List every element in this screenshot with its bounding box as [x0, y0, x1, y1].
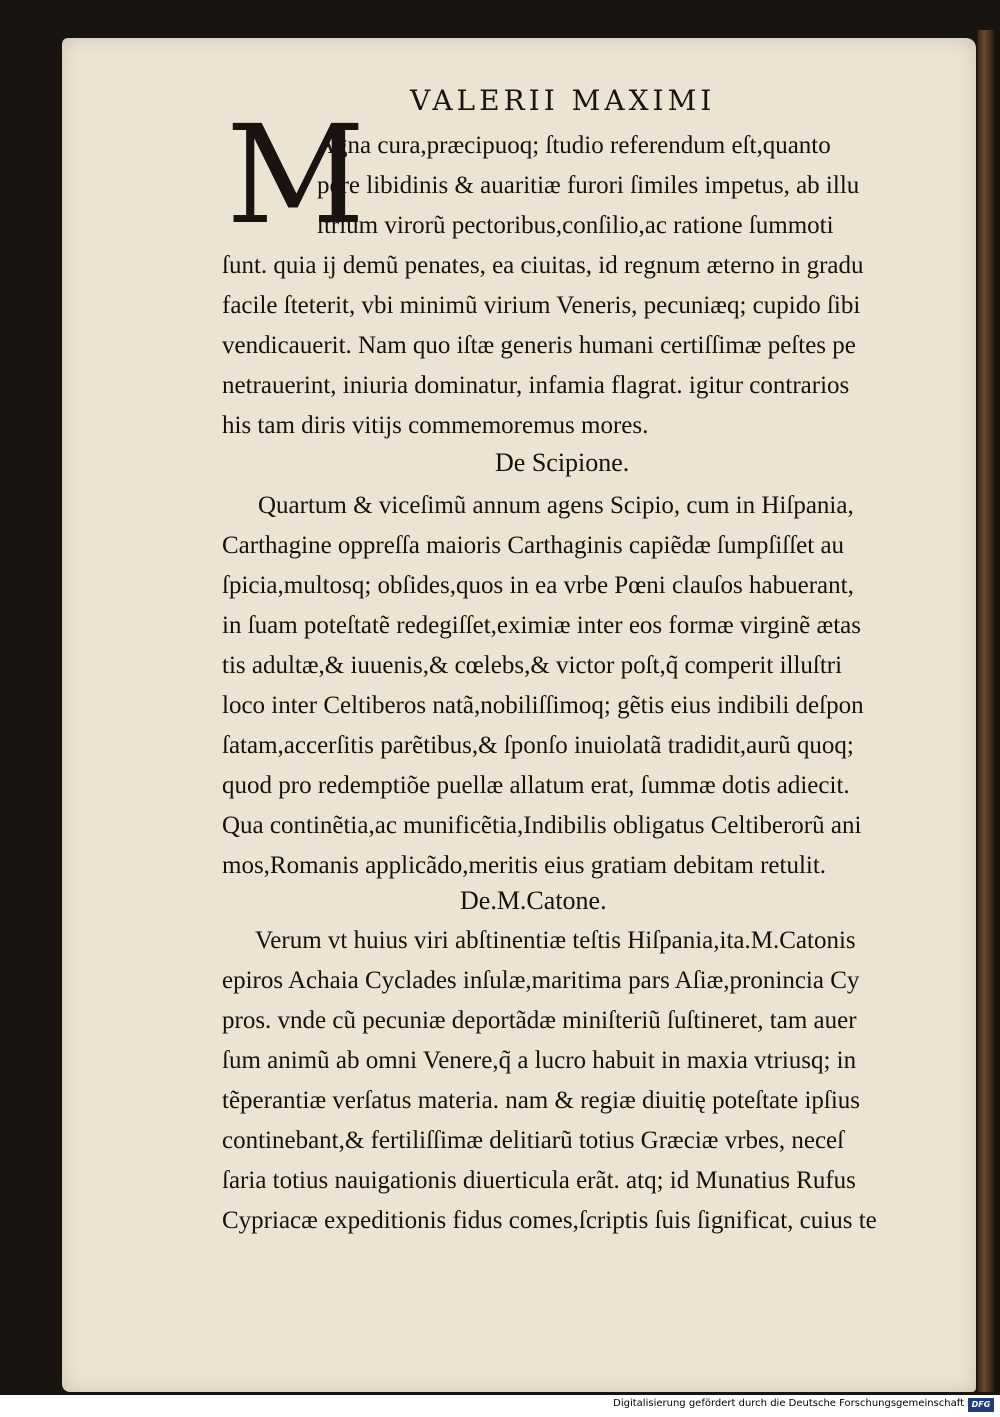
dfg-logo-icon: DFG	[968, 1398, 994, 1412]
footer-bar	[0, 1395, 1000, 1417]
section-2-line: Cypriacæ expeditionis fidus comes,ſcriptis ſuis ſignificat, cuius te	[222, 1207, 877, 1234]
intro-line: Agna cura,præcipuoq; ſtudio referendum eſt,quanto	[317, 132, 831, 159]
section-1-line: ſpicia,multosq; obſides,quos in ea vrbe Pœni clauſos habuerant,	[222, 572, 854, 599]
section-1-line: loco inter Celtiberos natã,nobiliſſimoq; gẽtis eius indibili deſpon	[222, 692, 864, 719]
intro-line: netrauerint, iniuria dominatur, infamia flagrat. igitur contrarios	[222, 372, 850, 399]
section-2-line: ſaria totius nauigationis diuerticula erãt. atq; id Munatius Rufus	[222, 1167, 856, 1194]
section-1-line: mos,Romanis applicãdo,meritis eius gratiam debitam retulit.	[222, 852, 827, 879]
section-2-line: tẽperantiæ verſatus materia. nam & regiæ diuitię poteſtate ipſius	[222, 1087, 861, 1114]
intro-line: pere libidinis & auaritiæ furori ſimiles impetus, ab illu	[317, 172, 860, 199]
section-2-line: Verum vt huius viri abſtinentiæ teſtis Hiſpania,ita.M.Catonis	[255, 927, 856, 954]
section-1-line: ſatam,accerſitis parẽtibus,& ſponſo inuiolatã tradidit,aurũ quoq;	[222, 732, 854, 759]
section-1-line: Carthagine oppreſſa maioris Carthaginis capiẽdæ ſumpſiſſet au	[222, 532, 845, 559]
section-heading-scipio: De Scipione.	[495, 448, 630, 477]
intro-line: ſunt. quia ij demũ penates, ea ciuitas, id regnum æterno in gradu	[222, 252, 864, 279]
running-head: VALERII MAXIMI	[410, 84, 716, 117]
intro-line: his tam diris vitijs commemoremus mores.	[222, 412, 649, 439]
section-2-line: continebant,& fertiliſſimæ delitiarũ totius Græciæ vrbes, neceſ	[222, 1127, 845, 1154]
intro-line: vendicauerit. Nam quo iſtæ generis humani certiſſimæ peſtes pe	[222, 332, 856, 359]
book-edge	[978, 30, 994, 1392]
section-1-line: quod pro redemptiõe puellæ allatum erat, ſummæ dotis adiecit.	[222, 772, 850, 799]
intro-line: ſtrium virorũ pectoribus,conſilio,ac ratione ſummoti	[317, 212, 834, 239]
section-heading-cato: De.M.Catone.	[460, 886, 607, 915]
intro-line: facile ſteterit, vbi minimũ virium Veneris, pecuniæq; cupido ſibi	[222, 292, 861, 319]
section-1-line: tis adultæ,& iuuenis,& cœlebs,& victor poſt,q̃ comperit illuſtri	[222, 652, 843, 679]
section-2-line: epiros Achaia Cyclades inſulæ,maritima pars Aſiæ,pronincia Cy	[222, 967, 860, 994]
section-1-line: Qua continẽtia,ac munificẽtia,Indibilis obligatus Celtiberorũ ani	[222, 812, 862, 839]
section-1-line: Quartum & viceſimũ annum agens Scipio, cum in Hiſpania,	[258, 492, 854, 519]
section-1-line: in ſuam poteſtatẽ redegiſſet,eximiæ inter eos formæ virginẽ ætas	[222, 612, 861, 639]
drop-cap: M	[226, 97, 366, 255]
section-2-line: pros. vnde cũ pecuniæ deportãdæ miniſteriũ ſuſtineret, tam auer	[222, 1007, 857, 1034]
digitization-credit: Digitalisierung gefördert durch die Deutsche Forschungsgemeinschaft	[613, 1398, 964, 1409]
section-2-line: ſum animũ ab omni Venere,q̃ a lucro habuit in maxia vtriusq; in	[222, 1047, 857, 1074]
